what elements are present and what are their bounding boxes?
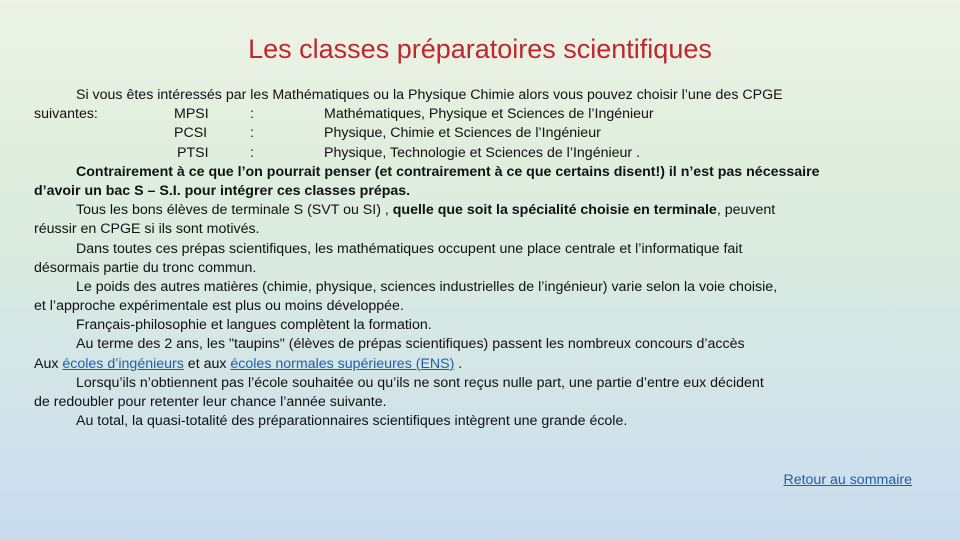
class-row-ptsi — [34, 144, 914, 163]
concours-suffix: . — [454, 355, 463, 372]
class-sep: : — [250, 125, 254, 142]
bac-line-1: Contrairement à ce que l’on pourrait penser (et contrairement à ce que certains disent!) il n’est pas nécessaire — [76, 163, 820, 180]
class-desc: Physique, Technologie et Sciences de l’Ingénieur . — [324, 144, 641, 161]
eleves-text: Tous les bons élèves de terminale S (SVT ou SI) , — [76, 202, 393, 219]
class-desc: Mathématiques, Physique et Sciences de l’Ingénieur — [324, 106, 654, 123]
eleves-line-1 — [34, 201, 914, 220]
class-sep: : — [250, 144, 254, 161]
poids-line-2: et l’approche expérimentale est plus ou moins développée. — [34, 298, 404, 315]
intro-line: Si vous êtes intéressés par les Mathématiques ou la Physique Chimie alors vous pouvez choisir l’une des CPGE — [76, 87, 783, 103]
class-code: PCSI — [174, 125, 208, 142]
francais-line: Français-philosophie et langues complètent la formation. — [76, 317, 432, 334]
class-code: MPSI — [174, 106, 209, 123]
class-code: PTSI — [177, 144, 209, 161]
redoubler-line-2: de redoubler pour retenter leur chance l’année suivante. — [34, 394, 387, 410]
ens-link[interactable]: écoles normales supérieures (ENS) — [230, 355, 455, 372]
class-row-pcsi — [34, 124, 914, 143]
maths-line-1: Dans toutes ces prépas scientifiques, les mathématiques occupent une place centrale et l’informatique fait — [76, 240, 743, 257]
concours-line-2 — [34, 355, 914, 374]
class-row-mpsi — [34, 105, 914, 124]
concours-mid: et aux — [183, 355, 231, 372]
class-desc: Physique, Chimie et Sciences de l’Ingénieur — [324, 125, 601, 142]
eleves-line-2: réussir en CPGE si ils sont motivés. — [34, 221, 260, 238]
maths-line-2: désormais partie du tronc commun. — [34, 259, 257, 276]
suivantes-label: suivantes: — [34, 106, 98, 123]
poids-line-1: Le poids des autres matières (chimie, physique, sciences industrielles de l’ingénieur) varie selon la voie choisie, — [76, 278, 778, 295]
total-line: Au total, la quasi-totalité des préparationnaires scientifiques intègrent une grande école. — [76, 413, 628, 430]
eleves-text-end: , peuvent — [716, 202, 776, 219]
slide-title: Les classes préparatoires scientifiques — [248, 34, 712, 64]
retour-sommaire-link[interactable]: Retour au sommaire — [783, 472, 912, 488]
concours-prefix: Aux — [34, 355, 63, 372]
eleves-bold-text: quelle que soit la spécialité choisie en terminale — [392, 202, 717, 219]
ecoles-ingenieurs-link[interactable]: écoles d’ingénieurs — [62, 355, 184, 372]
class-sep: : — [250, 106, 254, 123]
redoubler-line-1: Lorsqu’ils n’obtiennent pas l’école souhaitée ou qu’ils ne sont reçus nulle part, une partie d’entre eux décident — [76, 374, 764, 391]
slide-body — [34, 86, 914, 431]
concours-line-1: Au terme des 2 ans, les "taupins" (élèves de prépas scientifiques) passent les nombreux concours d’accès — [76, 336, 745, 353]
bac-line-2: d’avoir un bac S – S.I. pour intégrer ces classes prépas. — [34, 182, 411, 199]
